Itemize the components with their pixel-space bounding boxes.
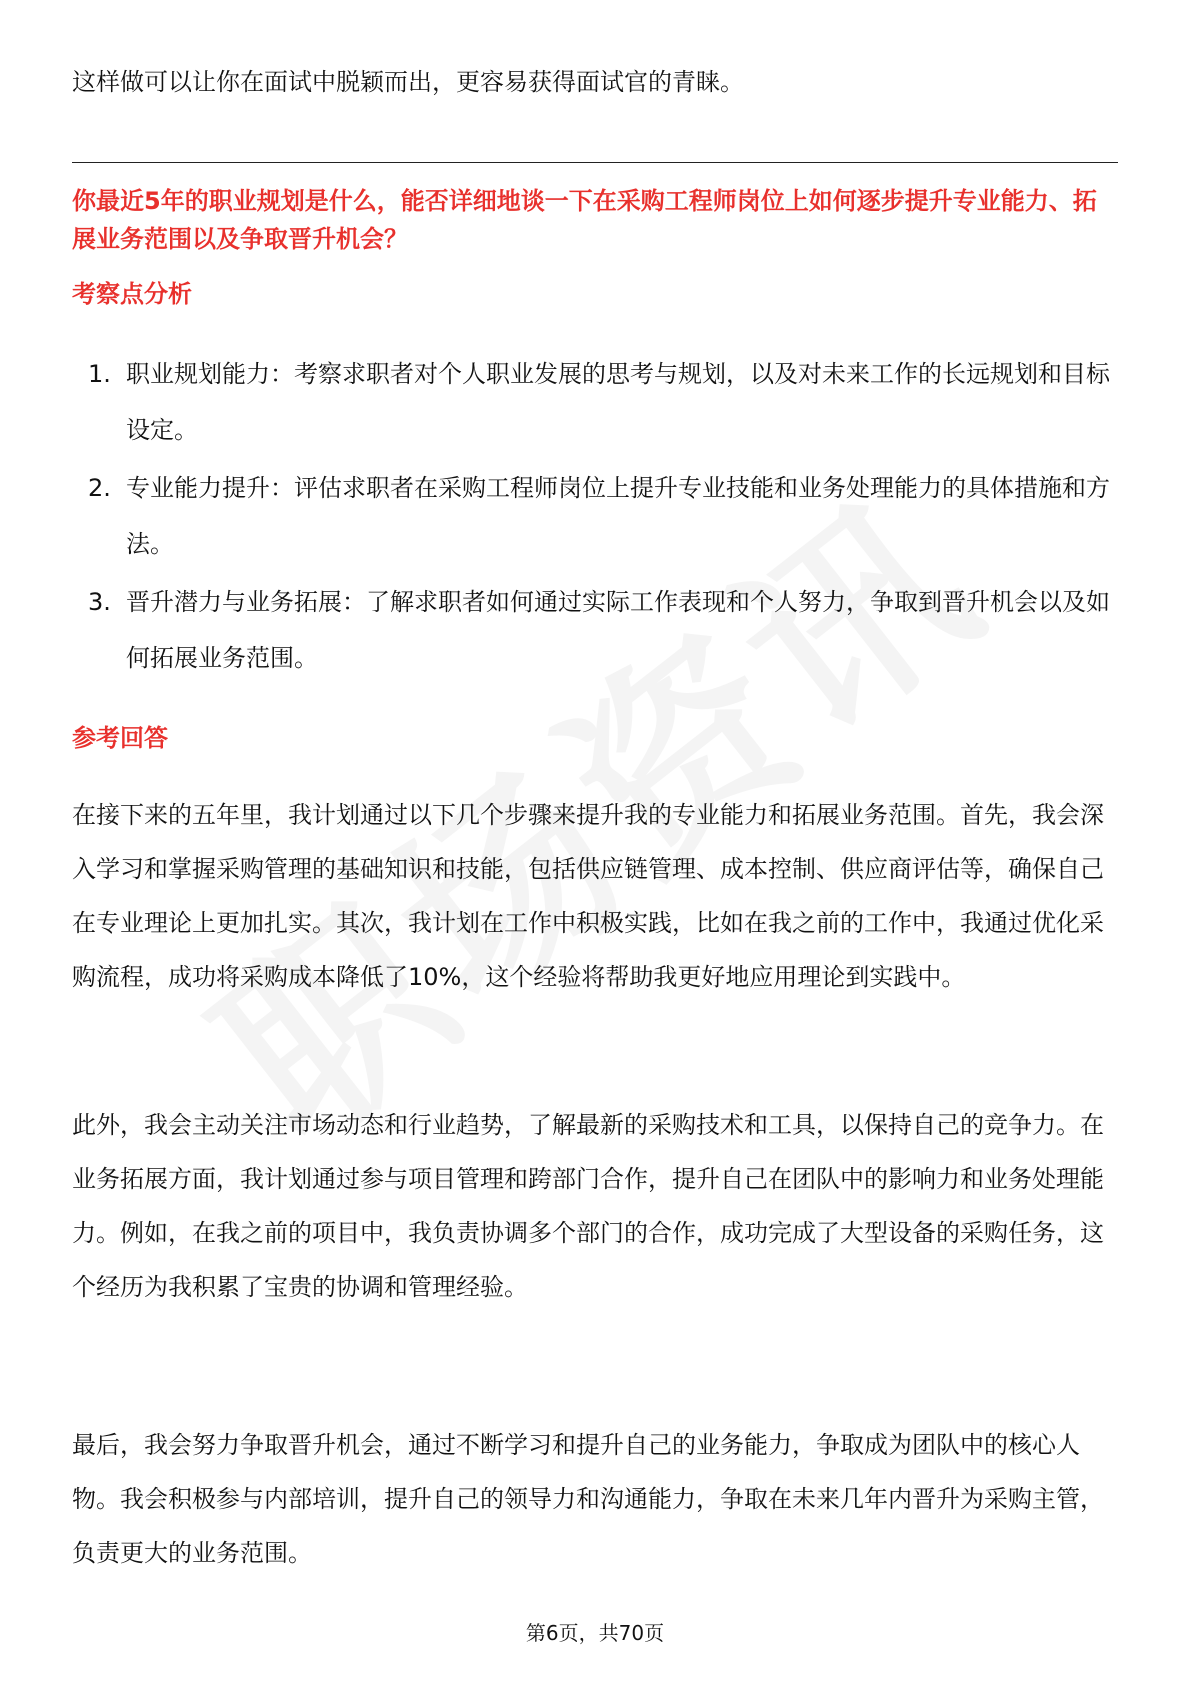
list-item — [72, 346, 1118, 458]
list-item-text: 专业能力提升：评估求职者在采购工程师岗位上提升专业技能和业务处理能力的具体措施和方法。 — [126, 474, 1110, 558]
list-item-number: 2. — [88, 474, 111, 502]
list-item-number: 1. — [88, 360, 111, 388]
list-item-text: 职业规划能力：考察求职者对个人职业发展的思考与规划，以及对未来工作的长远规划和目标设定。 — [126, 360, 1110, 444]
answer-paragraph: 最后，我会努力争取晋升机会，通过不断学习和提升自己的业务能力，争取成为团队中的核心人物。我会积极参与内部培训，提升自己的领导力和沟通能力，争取在未来几年内晋升为采购主管，负责更大的业务范围。 — [72, 1431, 1104, 1567]
answer-paragraph: 在接下来的五年里，我计划通过以下几个步骤来提升我的专业能力和拓展业务范围。首先，我会深入学习和掌握采购管理的基础知识和技能，包括供应链管理、成本控制、供应商评估等，确保自己在专业理论上更加扎实。其次，我计划在工作中积极实践，比如在我之前的工作中，我通过优化采购流程，成功将采购成本降低了10%，这个经验将帮助我更好地应用理论到实践中。 — [72, 801, 1104, 991]
section-divider — [72, 162, 1118, 163]
list-item — [72, 574, 1118, 686]
analysis-heading: 考察点分析 — [72, 280, 192, 308]
list-item — [72, 460, 1118, 572]
page-number-footer: 第6页，共70页 — [525, 1621, 665, 1645]
list-item-number: 3. — [88, 588, 111, 616]
question-heading: 你最近5年的职业规划是什么，能否详细地谈一下在采购工程师岗位上如何逐步提升专业能力、拓展业务范围以及争取晋升机会？ — [72, 187, 1097, 253]
list-item-text: 晋升潜力与业务拓展：了解求职者如何通过实际工作表现和个人努力，争取到晋升机会以及如何拓展业务范围。 — [126, 588, 1110, 672]
intro-text: 这样做可以让你在面试中脱颖而出，更容易获得面试官的青睐。 — [72, 68, 744, 96]
answer-paragraph: 此外，我会主动关注市场动态和行业趋势，了解最新的采购技术和工具，以保持自己的竞争力。在业务拓展方面，我计划通过参与项目管理和跨部门合作，提升自己在团队中的影响力和业务处理能力。例如，在我之前的项目中，我负责协调多个部门的合作，成功完成了大型设备的采购任务，这个经历为我积累了宝贵的协调和管理经验。 — [72, 1111, 1104, 1301]
analysis-list — [72, 346, 1118, 688]
answer-heading: 参考回答 — [72, 724, 168, 752]
